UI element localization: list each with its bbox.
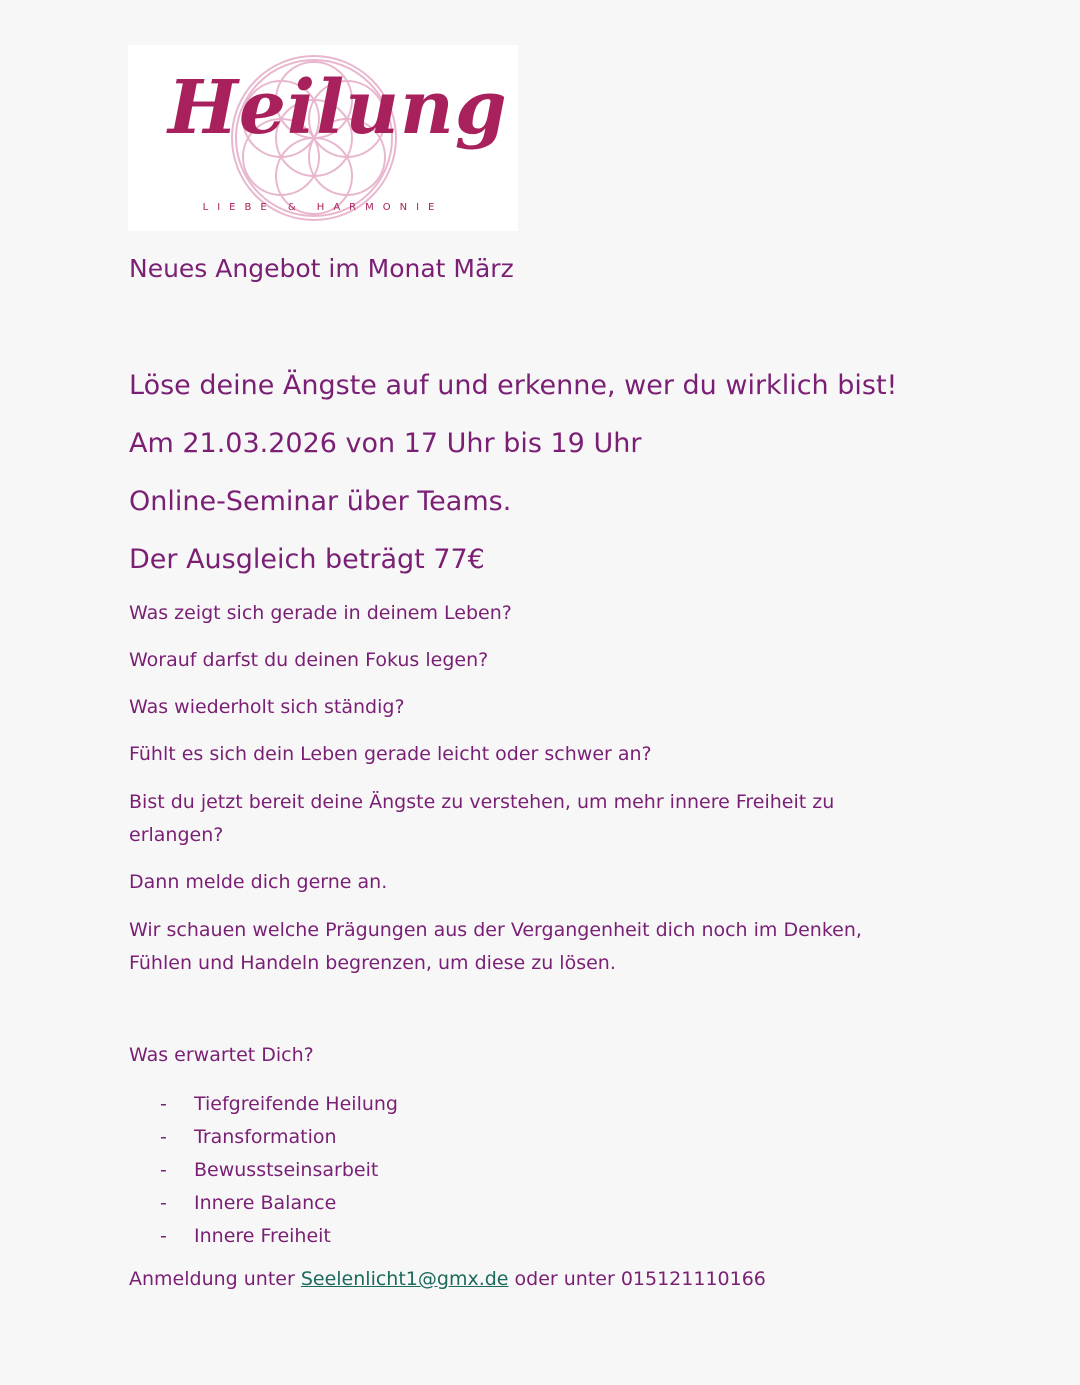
logo-tagline: LIEBE & HARMONIE xyxy=(202,202,444,213)
list-bullet: - xyxy=(160,1093,167,1115)
list-bullet: - xyxy=(160,1225,167,1247)
list-item-label: Transformation xyxy=(194,1126,337,1148)
list-item-label: Innere Freiheit xyxy=(194,1225,331,1247)
list-item xyxy=(160,1220,398,1253)
logo xyxy=(128,45,518,231)
expect-heading: Was erwartet Dich? xyxy=(129,1044,314,1066)
call-to-action: Dann melde dich gerne an. xyxy=(129,871,388,893)
headline-price: Der Ausgleich beträgt 77€ xyxy=(129,544,485,575)
question-3: Was wiederholt sich ständig? xyxy=(129,696,405,718)
headline-date: Am 21.03.2026 von 17 Uhr bis 19 Uhr xyxy=(129,428,642,459)
list-item xyxy=(160,1088,398,1121)
page-subtitle: Neues Angebot im Monat März xyxy=(129,254,514,283)
email-link[interactable]: Seelenlicht1@gmx.de xyxy=(300,1268,509,1290)
paragraph-ready: Bist du jetzt bereit deine Ängste zu verstehen, um mehr innere Freiheit zu erlangen? xyxy=(129,791,835,846)
question-4: Fühlt es sich dein Leben gerade leicht oder schwer an? xyxy=(129,743,652,765)
registration-middle: oder unter xyxy=(508,1268,621,1290)
question-1: Was zeigt sich gerade in deinem Leben? xyxy=(129,602,512,624)
list-item xyxy=(160,1187,398,1220)
list-item-label: Bewusstseinsarbeit xyxy=(194,1159,379,1181)
list-item-label: Tiefgreifende Heilung xyxy=(194,1093,398,1115)
registration-line xyxy=(129,1268,766,1290)
list-item-label: Innere Balance xyxy=(194,1192,337,1214)
list-bullet: - xyxy=(160,1159,167,1181)
question-2: Worauf darfst du deinen Fokus legen? xyxy=(129,649,489,671)
phone-number: 015121110166 xyxy=(620,1268,766,1290)
logo-wordmark: Heilung xyxy=(168,65,508,151)
list-bullet: - xyxy=(160,1192,167,1214)
headline-format: Online-Seminar über Teams. xyxy=(129,486,512,517)
registration-prefix: Anmeldung unter xyxy=(129,1268,301,1290)
list-item xyxy=(160,1154,398,1187)
paragraph-explain: Wir schauen welche Prägungen aus der Vergangenheit dich noch im Denken, Fühlen und Handeln begrenzen, um diese zu lösen. xyxy=(129,919,862,974)
headline-main: Löse deine Ängste auf und erkenne, wer du wirklich bist! xyxy=(129,370,898,401)
list-bullet: - xyxy=(160,1126,167,1148)
benefit-list xyxy=(160,1088,398,1253)
list-item xyxy=(160,1121,398,1154)
